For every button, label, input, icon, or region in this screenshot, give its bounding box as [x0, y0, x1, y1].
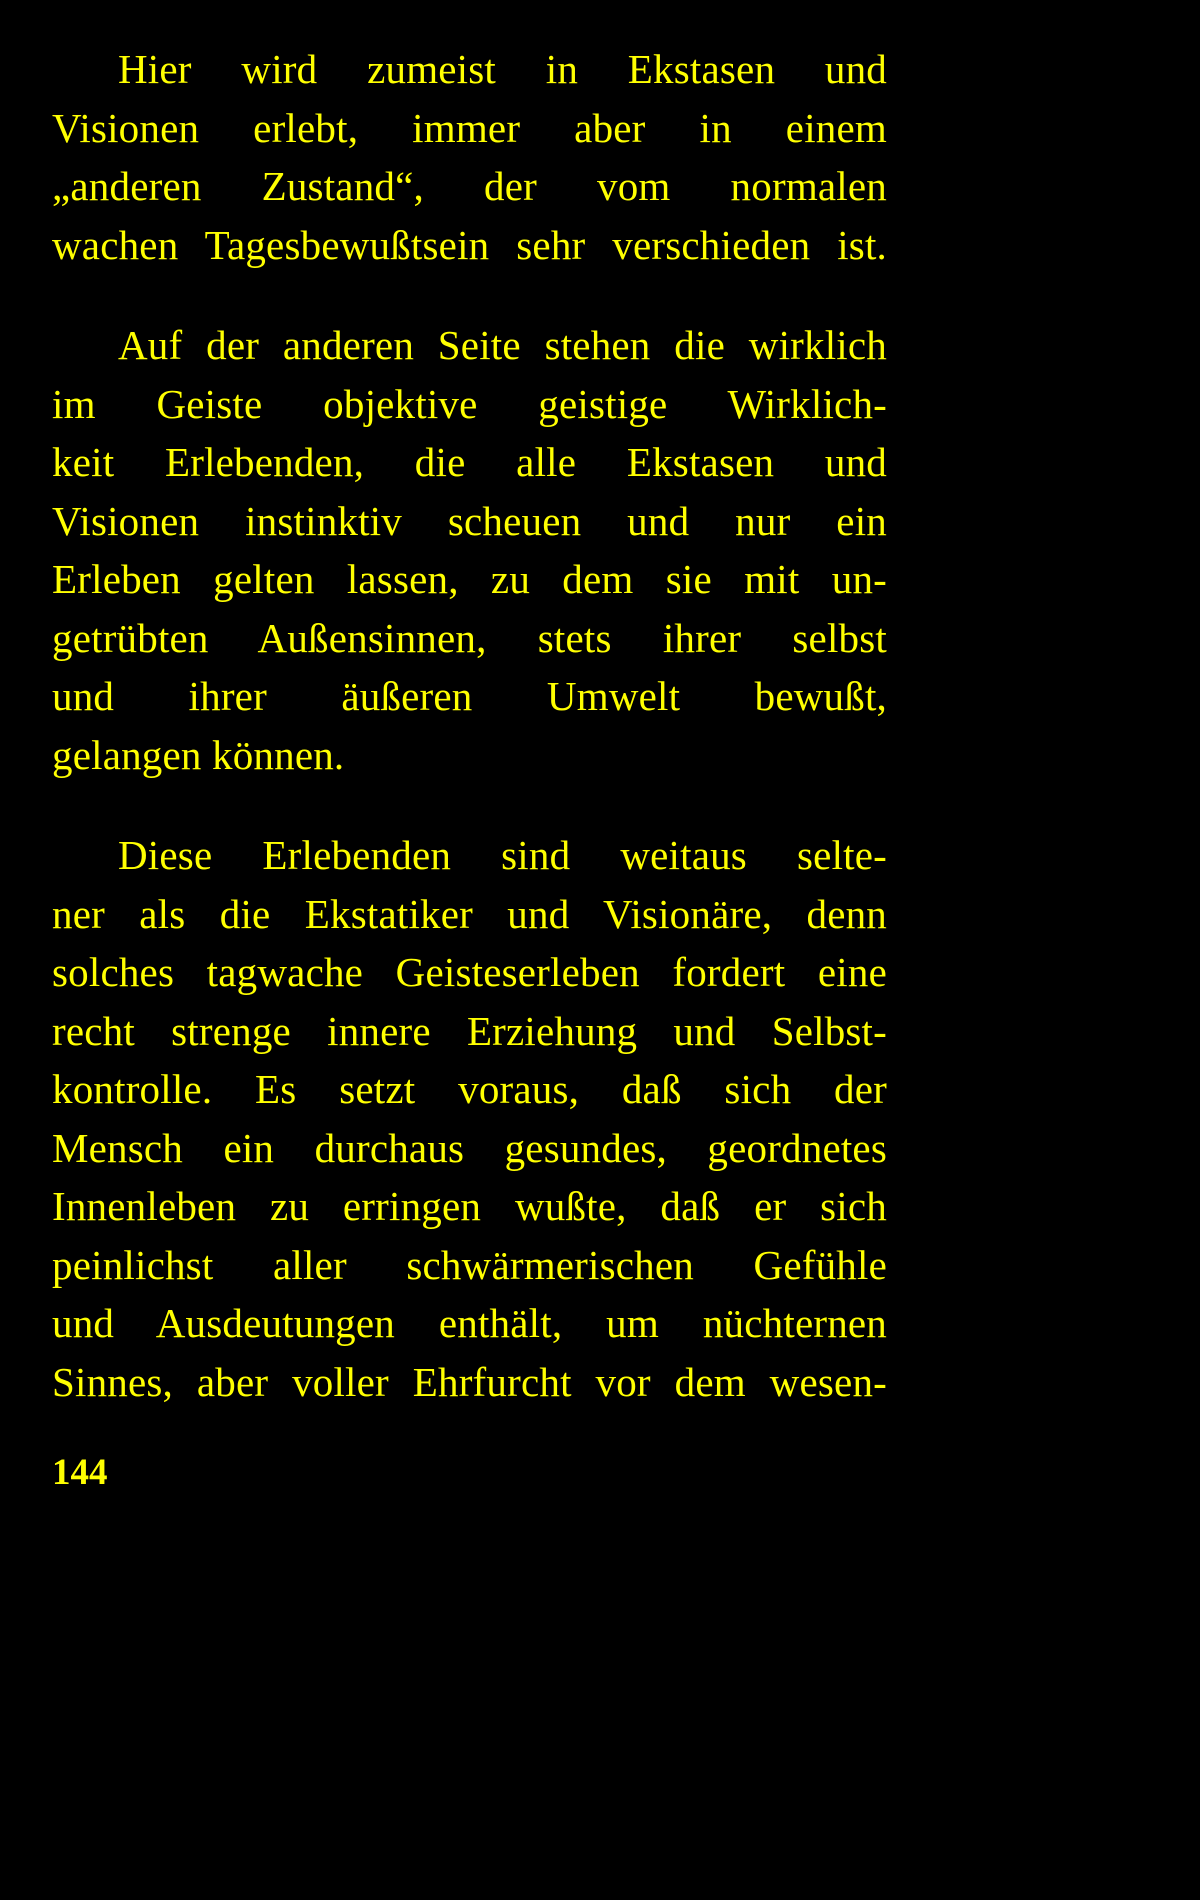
page-number: 144 — [52, 1452, 108, 1493]
text-line: Visionen instinktiv scheuen und nur ein — [52, 497, 887, 544]
text-line: Visionen erlebt, immer aber in einem — [52, 104, 887, 151]
text-line: ner als die Ekstatiker und Visionäre, denn — [52, 890, 887, 937]
text-line: Innenleben zu erringen wußte, daß er sich — [52, 1183, 887, 1229]
text-line: Sinnes, aber voller Ehrfurcht vor dem wesen- — [52, 1358, 887, 1405]
paragraph-2 — [52, 316, 887, 784]
text-line: getrübten Außensinnen, stets ihrer selbst — [52, 614, 887, 661]
text-line: Mensch ein durchaus gesundes, geordnetes — [52, 1124, 887, 1171]
text-line: und Ausdeutungen enthält, um nüchternen — [52, 1300, 887, 1346]
text-line: im Geiste objektive geistige Wirklich- — [52, 380, 887, 427]
text-line: Hier wird zumeist in Ekstasen und — [118, 46, 887, 92]
text-line: wachen Tagesbewußtsein sehr verschieden ist. — [52, 221, 887, 268]
book-page — [52, 40, 887, 1453]
text-line: keit Erlebenden, die alle Ekstasen und — [52, 439, 887, 485]
text-line: peinlichst aller schwärmerischen Gefühle — [52, 1241, 887, 1288]
paragraph-3 — [52, 826, 887, 1411]
text-line: kontrolle. Es setzt voraus, daß sich der — [52, 1066, 887, 1112]
text-line: „anderen Zustand“, der vom normalen — [52, 163, 887, 209]
text-line: solches tagwache Geisteserleben fordert eine — [52, 949, 887, 995]
text-line: Auf der anderen Seite stehen die wirklich — [118, 322, 887, 368]
text-line: gelangen können. — [52, 731, 345, 778]
text-line: Diese Erlebenden sind weitaus selte- — [118, 832, 887, 878]
paragraph-1 — [52, 40, 887, 274]
text-line: und ihrer äußeren Umwelt bewußt, — [52, 673, 887, 719]
text-line: recht strenge innere Erziehung und Selbst- — [52, 1007, 887, 1054]
text-line: Erleben gelten lassen, zu dem sie mit un- — [52, 556, 887, 602]
